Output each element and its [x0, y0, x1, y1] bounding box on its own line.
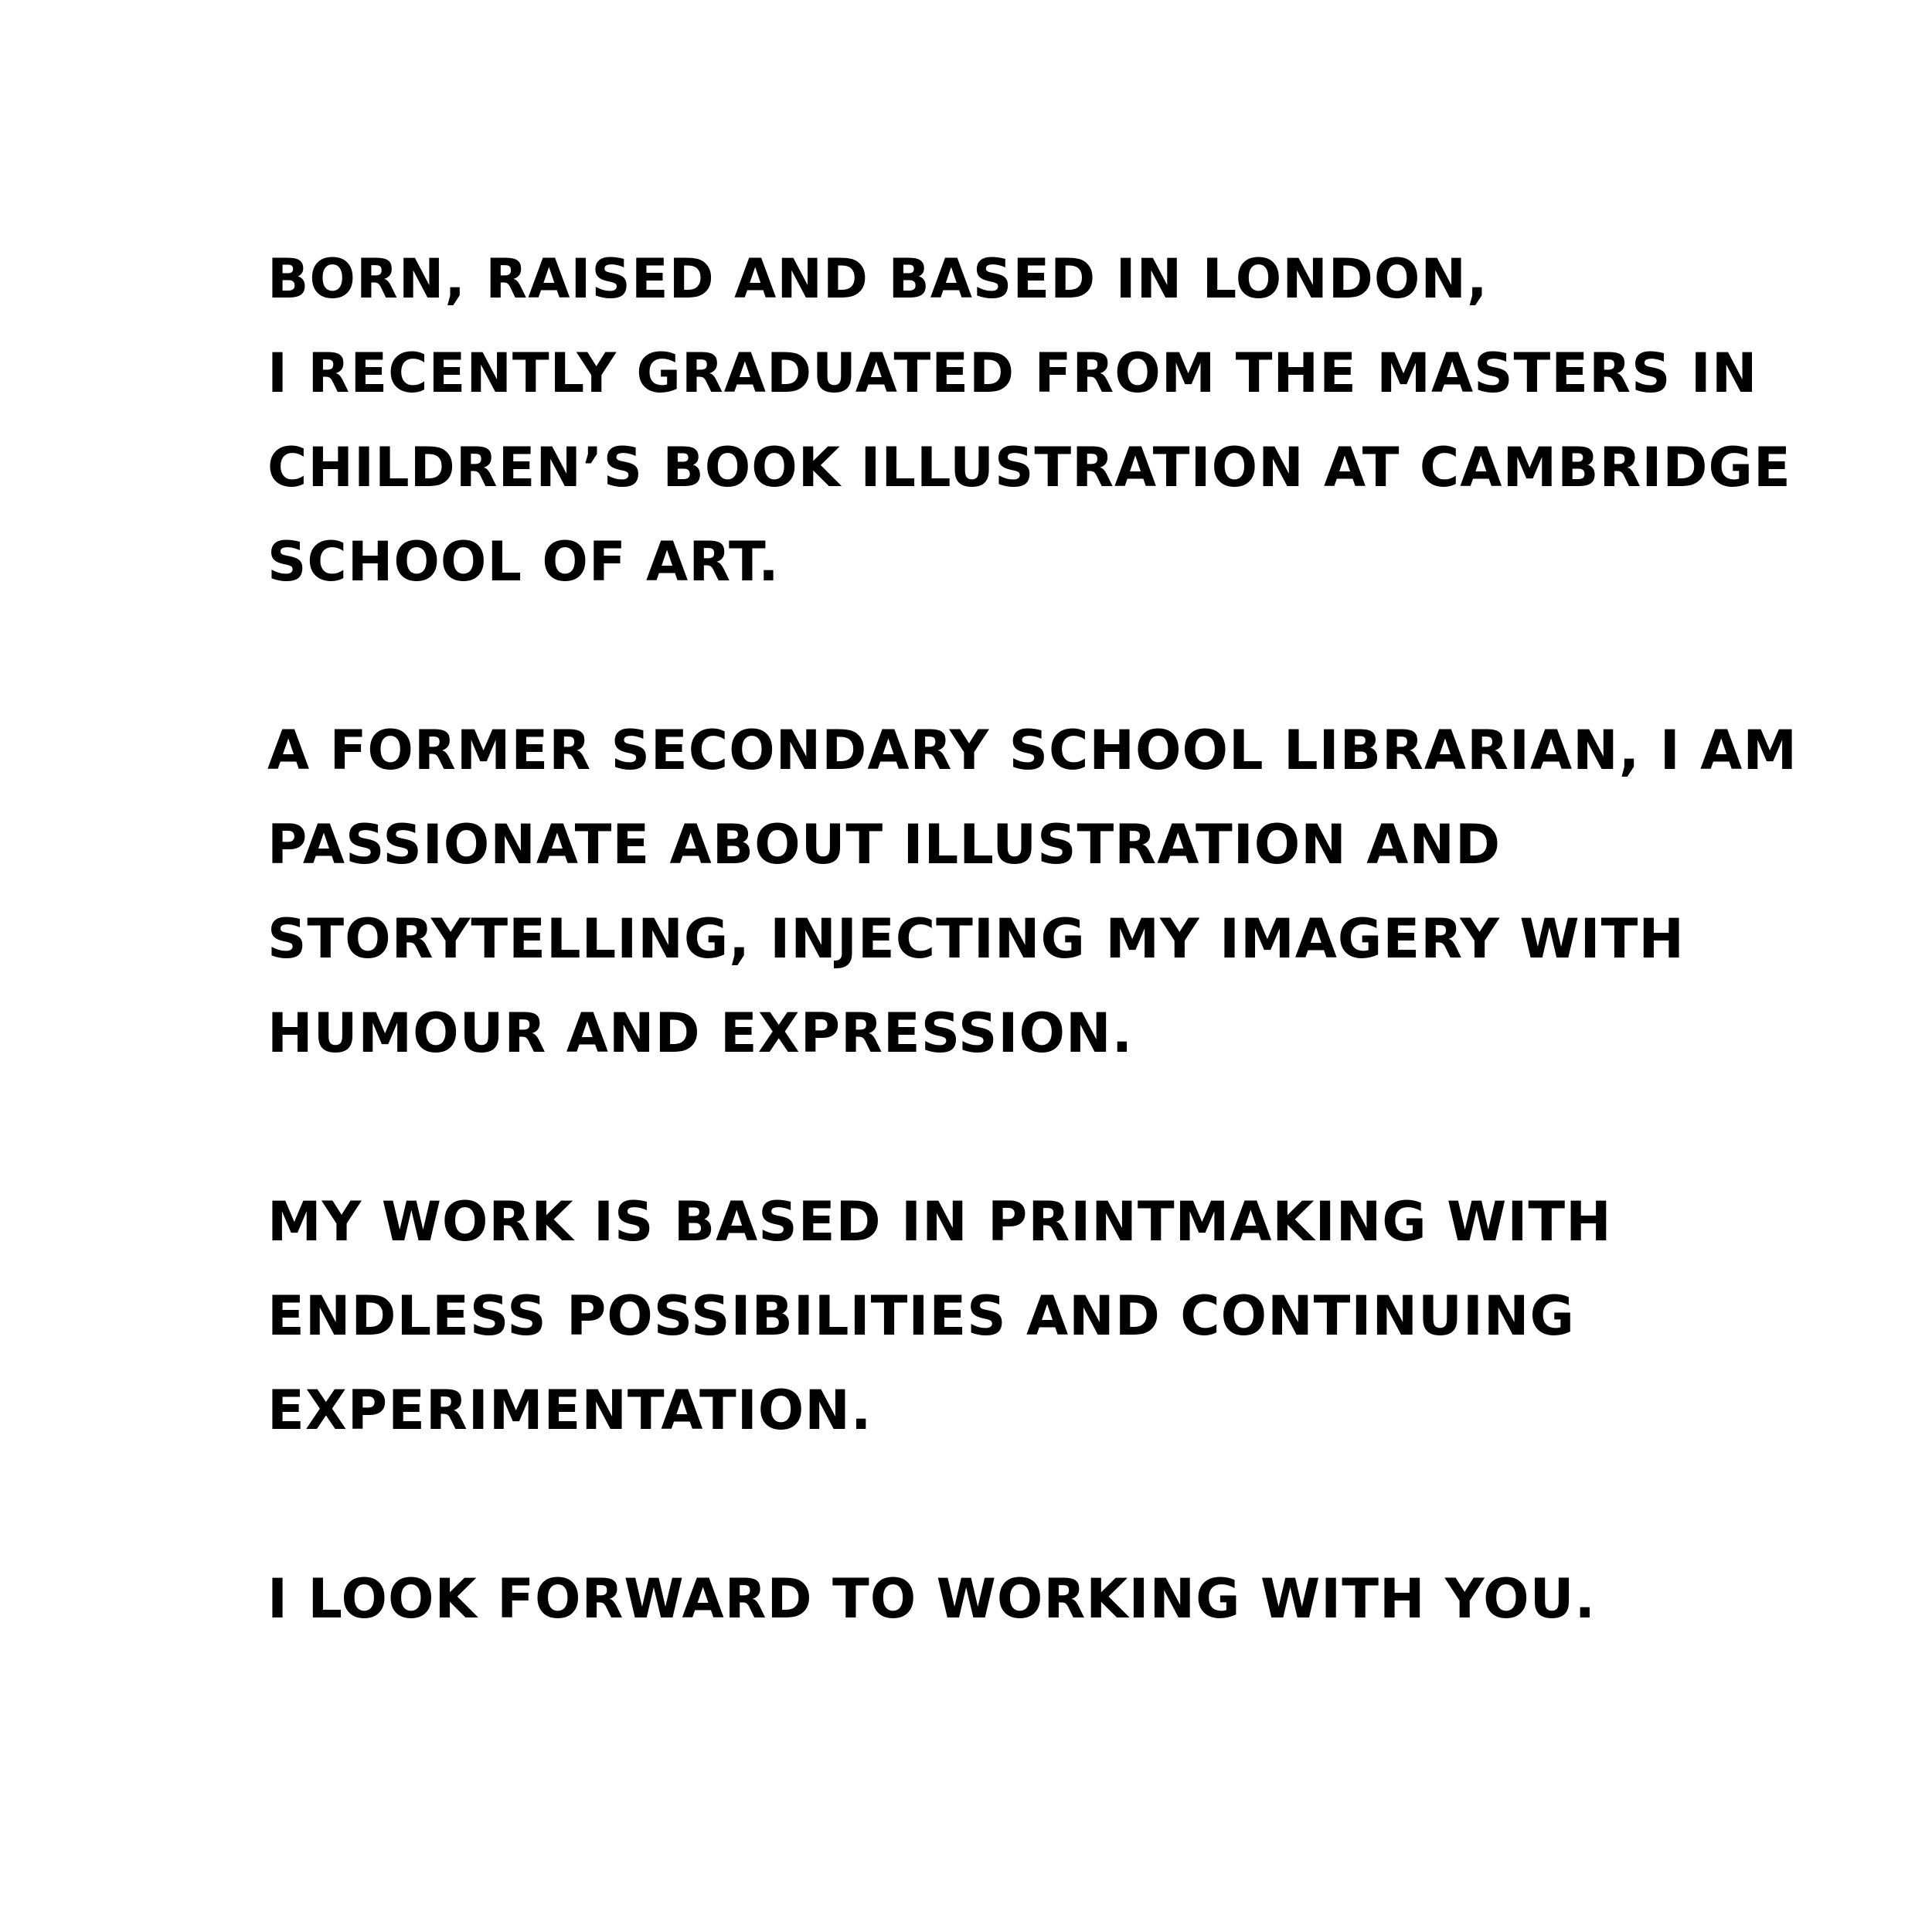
bio-paragraph-4	[267, 1552, 1813, 1646]
bio-text	[267, 232, 1813, 1646]
bio-paragraph-1	[267, 232, 1813, 609]
text-line: PASSIONATE ABOUT ILLUSTRATION AND	[267, 813, 1502, 876]
text-line: SCHOOL OF ART.	[267, 530, 780, 594]
text-line: I RECENTLY GRADUATED FROM THE MASTERS IN	[267, 342, 1758, 405]
text-line: A FORMER SECONDARY SCHOOL LIBRARIAN, I AM	[267, 719, 1798, 782]
bio-paragraph-3	[267, 1175, 1813, 1458]
text-line: EXPERIMENTATION.	[267, 1379, 872, 1442]
bio-paragraph-2	[267, 703, 1813, 1080]
text-line: HUMOUR AND EXPRESSION.	[267, 1002, 1134, 1065]
text-line: ENDLESS POSSIBILITIES AND CONTINUING	[267, 1284, 1575, 1348]
text-line: CHILDREN’S BOOK ILLUSTRATION AT CAMBRIDGE	[267, 436, 1791, 499]
text-line: STORYTELLING, INJECTING MY IMAGERY WITH	[267, 907, 1685, 971]
text-line: BORN, RAISED AND BASED IN LONDON,	[267, 247, 1488, 311]
text-line: I LOOK FORWARD TO WORKING WITH YOU.	[267, 1567, 1597, 1631]
text-line: MY WORK IS BASED IN PRINTMAKING WITH	[267, 1190, 1612, 1253]
